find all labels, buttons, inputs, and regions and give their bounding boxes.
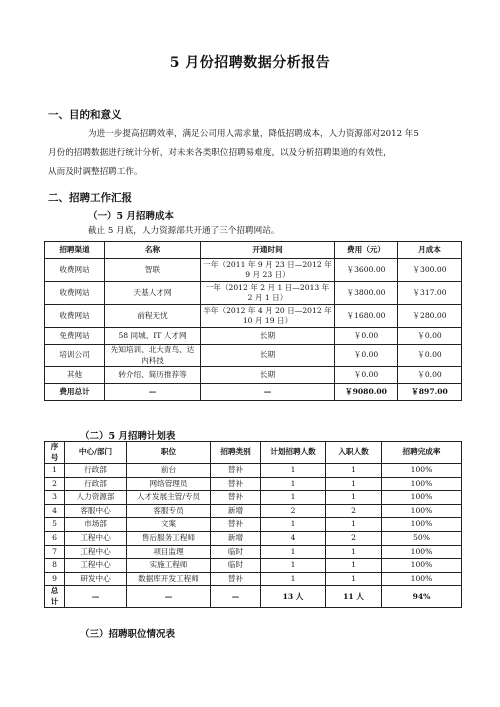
- table-cell: 临时: [211, 559, 261, 573]
- table-row: [45, 282, 462, 305]
- table-cell: 94%: [382, 586, 462, 608]
- table-cell: 一年（2012 年 2 月 1 日—2013 年 2 月 1 日）: [201, 282, 335, 305]
- table-cell: 新增: [211, 531, 261, 545]
- table-cell: 行政部: [65, 477, 127, 491]
- table-cell: 先知培训、北大青鸟、达内科技: [105, 345, 201, 367]
- table-cell: 4: [45, 504, 65, 518]
- table-cell: 100%: [382, 572, 462, 586]
- table-cell: 工程中心: [65, 559, 127, 573]
- table-header-cell: 职位: [127, 442, 211, 464]
- table-cell: 培训公司: [45, 345, 105, 367]
- table-cell: 100%: [382, 477, 462, 491]
- table-cell: ￥897.00: [398, 384, 462, 401]
- table-cell: 长期: [201, 345, 335, 367]
- table-cell: 人才发展主管/专员: [127, 491, 211, 505]
- table-cell: 1: [261, 545, 326, 559]
- table-cell: 1: [261, 477, 326, 491]
- table-cell: 1: [326, 464, 382, 478]
- paragraph-line-2: 月份的招聘数据进行统计分析，对未来各类职位招聘易难度，以及分析招聘渠道的有效性，: [48, 148, 392, 158]
- table-cell: 100%: [382, 545, 462, 559]
- table-header-cell: 月成本: [398, 242, 462, 259]
- cost-table: [44, 241, 462, 401]
- table-cell: 1: [326, 518, 382, 532]
- table-header-cell: 中心/部门: [65, 442, 127, 464]
- table-cell: 费用总计: [45, 384, 105, 401]
- table-row: [45, 259, 462, 282]
- table-cell: 其他: [45, 367, 105, 384]
- table-cell: 7: [45, 545, 65, 559]
- table-cell: 100%: [382, 504, 462, 518]
- table-cell: ￥0.00: [335, 367, 398, 384]
- table-cell: 临时: [211, 545, 261, 559]
- table-cell: 实施工程师: [127, 559, 211, 573]
- table-cell: 替补: [211, 477, 261, 491]
- table-cell: 11 人: [326, 586, 382, 608]
- table-cell: ￥3600.00: [335, 259, 398, 282]
- table-cell: 4: [261, 531, 326, 545]
- table-cell: 替补: [211, 464, 261, 478]
- table-cell: 免费网站: [45, 328, 105, 345]
- section-heading-purpose: 一、目的和意义: [48, 109, 122, 121]
- table-cell: 100%: [382, 559, 462, 573]
- table-header-cell: 名称: [105, 242, 201, 259]
- table-header-cell: 开通时间: [201, 242, 335, 259]
- table-row: [45, 518, 462, 532]
- table-row: [45, 504, 462, 518]
- table-cell: 2: [326, 531, 382, 545]
- table-header-cell: 序号: [45, 442, 65, 464]
- table-row: [45, 491, 462, 505]
- table-cell: 工程中心: [65, 545, 127, 559]
- table-total-row: [45, 384, 462, 401]
- table-cell: —: [105, 384, 201, 401]
- table-cell: 行政部: [65, 464, 127, 478]
- table-cell: 3: [45, 491, 65, 505]
- table-cell: 项目监理: [127, 545, 211, 559]
- table-cell: ￥0.00: [335, 328, 398, 345]
- table-cell: 5: [45, 518, 65, 532]
- table-cell: 总计: [45, 586, 65, 608]
- table-cell: 客服专员: [127, 504, 211, 518]
- table-cell: 收费网站: [45, 259, 105, 282]
- table-header-row: [45, 242, 462, 259]
- table-cell: 研发中心: [65, 572, 127, 586]
- table-cell: ￥0.00: [398, 328, 462, 345]
- table-cell: 50%: [382, 531, 462, 545]
- table-cell: 100%: [382, 518, 462, 532]
- table-cell: 收费网站: [45, 282, 105, 305]
- table-cell: 天基人才网: [105, 282, 201, 305]
- table-row: [45, 545, 462, 559]
- paragraph-line-3: 从而及时调整招聘工作。: [48, 167, 143, 177]
- table-header-cell: 费用（元）: [335, 242, 398, 259]
- plan-table: [44, 441, 462, 608]
- table-cell: 6: [45, 531, 65, 545]
- table-cell: 长期: [201, 328, 335, 345]
- table-cell: 网络管理员: [127, 477, 211, 491]
- table-cell: ￥1680.00: [335, 305, 398, 328]
- table-cell: 前台: [127, 464, 211, 478]
- table-cell: 58 同城、IT 人才网: [105, 328, 201, 345]
- table-cell: 9: [45, 572, 65, 586]
- table-row: [45, 572, 462, 586]
- table-row: [45, 345, 462, 367]
- table-cell: 人力资源部: [65, 491, 127, 505]
- table-cell: 长期: [201, 367, 335, 384]
- table-cell: 市场部: [65, 518, 127, 532]
- table-cell: 数据库开发工程师: [127, 572, 211, 586]
- table-cell: 文案: [127, 518, 211, 532]
- table-row: [45, 328, 462, 345]
- table-cell: 2: [45, 477, 65, 491]
- table-cell: 1: [45, 464, 65, 478]
- paragraph-line-1: 为进一步提高招聘效率，满足公司用人需求量，降低招聘成本，人力资源部对2012 年5: [88, 129, 419, 139]
- table-row: [45, 305, 462, 328]
- table-cell: 13 人: [261, 586, 326, 608]
- table-cell: ￥0.00: [335, 345, 398, 367]
- subheading-cost: （一）5 月招聘成本: [88, 211, 174, 222]
- table-row: [45, 367, 462, 384]
- table-cell: 1: [261, 518, 326, 532]
- table-header-cell: 招聘完成率: [382, 442, 462, 464]
- table-cell: 1: [261, 491, 326, 505]
- table-cell: 转介绍、简历推荐等: [105, 367, 201, 384]
- table-cell: 前程无忧: [105, 305, 201, 328]
- table-header-cell: 招聘渠道: [45, 242, 105, 259]
- section-heading-report: 二、招聘工作汇报: [48, 192, 132, 204]
- table-cell: ￥280.00: [398, 305, 462, 328]
- table-cell: 1: [326, 491, 382, 505]
- table-cell: 智联: [105, 259, 201, 282]
- table-cell: —: [65, 586, 127, 608]
- table-cell: —: [127, 586, 211, 608]
- table-cell: 收费网站: [45, 305, 105, 328]
- table-row: [45, 559, 462, 573]
- table-cell: 售后服务工程师: [127, 531, 211, 545]
- table-cell: 新增: [211, 504, 261, 518]
- table-cell: 100%: [382, 491, 462, 505]
- table-header-cell: 入职人数: [326, 442, 382, 464]
- table-cell: ￥0.00: [398, 345, 462, 367]
- table-cell: 1: [261, 572, 326, 586]
- table-cell: 100%: [382, 464, 462, 478]
- table-cell: 工程中心: [65, 531, 127, 545]
- table-cell: 客服中心: [65, 504, 127, 518]
- table-cell: ￥3800.00: [335, 282, 398, 305]
- table-row: [45, 464, 462, 478]
- table-cell: 替补: [211, 572, 261, 586]
- table-cell: 一年（2011 年 9 月 23 日—2012 年 9 月 23 日）: [201, 259, 335, 282]
- table-cell: 1: [326, 572, 382, 586]
- table-header-cell: 招聘类别: [211, 442, 261, 464]
- table-cell: 2: [326, 504, 382, 518]
- table-header-cell: 计划招聘人数: [261, 442, 326, 464]
- subheading-positions: （三）招聘职位情况表: [80, 629, 176, 640]
- table-cell: 替补: [211, 518, 261, 532]
- table-cell: 1: [326, 477, 382, 491]
- table-cell: 1: [326, 545, 382, 559]
- table-cell: 8: [45, 559, 65, 573]
- table-cell: 1: [261, 559, 326, 573]
- table-header-row: [45, 442, 462, 464]
- subheading-plan: （二）5 月招聘计划表: [80, 431, 176, 442]
- table-cell: —: [211, 586, 261, 608]
- table-cell: 半年（2012 年 4 月 20 日—2012 年 10 月 19 日）: [201, 305, 335, 328]
- table-row: [45, 531, 462, 545]
- table-cell: 1: [326, 559, 382, 573]
- table-row: [45, 477, 462, 491]
- table-cell: 2: [261, 504, 326, 518]
- page-title: 5 月份招聘数据分析报告: [169, 55, 331, 71]
- table-cell: —: [201, 384, 335, 401]
- table-total-row: [45, 586, 462, 608]
- table-cell: ￥317.00: [398, 282, 462, 305]
- table-cell: ￥0.00: [398, 367, 462, 384]
- table-cell: 替补: [211, 491, 261, 505]
- table-cell: ￥300.00: [398, 259, 462, 282]
- table-cell: 1: [261, 464, 326, 478]
- cost-intro: 截止 5 月底，人力资源部共开通了三个招聘网站。: [88, 226, 280, 236]
- table-cell: ￥9080.00: [335, 384, 398, 401]
